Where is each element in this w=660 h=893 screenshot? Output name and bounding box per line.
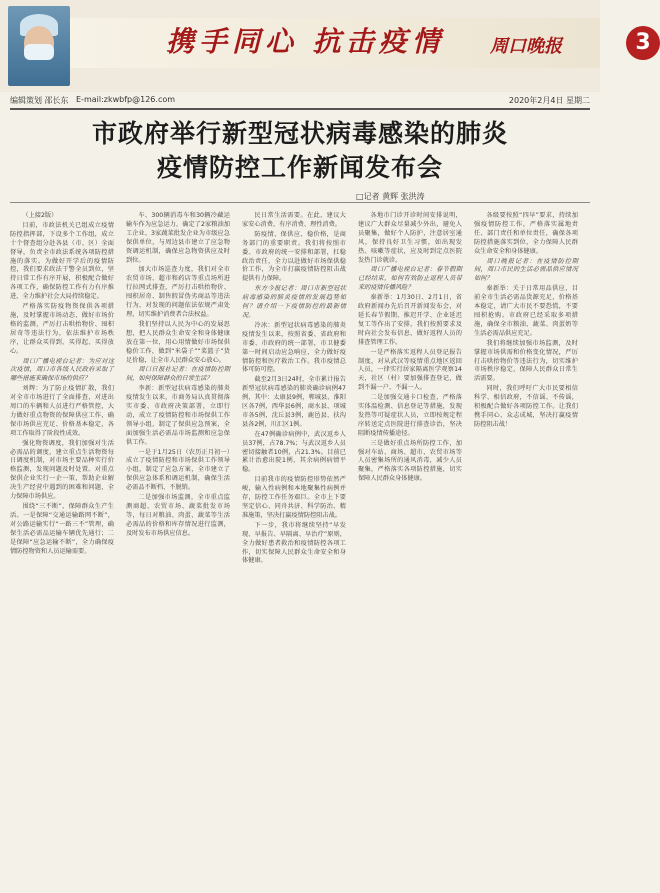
headline-line-2: 疫情防控工作新闻发布会 (156, 153, 443, 182)
header-rule (10, 108, 590, 110)
article-paragraph: 我们将继续加强市场监测，及时掌握市场供需和价格变化情况，严厉打击哄抬物价等违法行为，切实维护市场秩序稳定，保障人民群众日常生活需要。 (474, 339, 578, 383)
article-paragraph: 周口晚报记者：在疫情防控期间，周口市民的生活必需品供应情况如何？ (474, 257, 578, 283)
nurse-photo (8, 6, 70, 86)
editor-label: 编辑策划 邵长东 (10, 96, 69, 105)
article-paragraph: 李新：新型冠状病毒感染的肺炎疫情发生以来，市商务局认真贯彻落实市委、市政府决策部署，立即行动，成立了疫情防控和市场保供工作领导小组，制定了保供应急预案，全面加强生活必需品市场监测和应急保供工作。 (126, 385, 230, 446)
article-paragraph: 东方今报记者：周口市新型冠状病毒感染的肺炎疫情的发展趋势如何？请介绍一下疫情防控的最新情况。 (242, 285, 346, 319)
article-paragraph: 二是加强交通卡口检查，严格落实体温检测、信息登记等措施，发现发热等可疑症状人员，立即按规定程序转送定点医院进行排查诊治，坚决阻断疫情传播途径。 (358, 394, 462, 437)
article-paragraph: 防疫情、保供应、稳价格，是商务部门的重要职责。我们将按照市委、市政府的统一安排和部署，扛稳政治责任，全力以赴做好市场保供稳价工作，为全市打赢疫情防控阻击战提供有力保障。 (242, 230, 346, 283)
article-paragraph: 周口广播电视台记者：为应对这次疫情，周口市各级人民政府采取了哪些措施来确保市场的供应？ (10, 357, 114, 383)
article-paragraph: 目前我市的疫情防控形势依然严峻，输入性病例和本地聚集性病例并存，防控工作任务艰巨。全市上下要坚定信心、同舟共济、科学防治、精准施策，坚决打赢疫情防控阻击战。 (242, 476, 346, 519)
headline-rule (10, 202, 590, 203)
article-paragraph: 三是做好重点场所防控工作，加强对车站、商场、超市、农贸市场等人员密集场所的通风消毒，减少人员聚集，严格落实各项防控措施，切实保障人民群众身体健康。 (358, 439, 462, 483)
article-paragraph: 目前，市政法机关已组成立疫情防控指挥部，下设多个工作组，成立十个督查组分赴各县（市、区）全面督导，负责全市政法系统各项防控措施的落实。为做好开学后的疫情防控，我们要求政法干警全员到位，坚持日常工作有序开展，积极配合做好各项工作，确保防控工作有力有序推进，全力维护社会大局持续稳定。 (10, 221, 114, 301)
headline-line-1: 市政府举行新型冠状病毒感染的肺炎 (91, 119, 508, 148)
article-paragraph: 秦新举：1月30日、2月1日，省政府新闻办先后召开新闻发布会，对延长春节假期、推迟开学、企业延迟复工等作出了安排，我们按照要求及时向社会发布信息，做好返程人员的排查管理工作。 (358, 294, 462, 346)
article-paragraph: 截至2月3日24时，全市累计报告新型冠状病毒感染的肺炎确诊病例47例，其中：太康县9例，郸城县、淮阳区各7例，西华县6例，商水县、项城市各5例，沈丘县3例，鹿邑县、扶沟县各2例，川汇区1例。 (242, 376, 346, 428)
article-paragraph: 一是于1月25日（农历正月初一）成立了疫情防控和市场保供工作领导小组，制定了应急方案，全市建立了保供应急体系和调运机制，确保生活必需品不断档、不脱销。 (126, 448, 230, 492)
article-column-1 (10, 212, 114, 880)
article-paragraph: （上接2版） (22, 212, 58, 219)
meta-bar (10, 94, 590, 108)
article-column-5 (474, 212, 578, 880)
article-paragraph: 车、300辆消毒车和30辆冷藏运输车作为应急运力，确定了2家粮油加工企业、3家蔬菜批发企业为市级应急保供单位，与周边县市建立了应急物资调运机制，确保应急物资供应及时到位。 (126, 212, 230, 264)
article-paragraph: 民日常生活需要。在此，建议大家安心消费、有序消费、理性消费。 (242, 212, 346, 228)
banner (70, 18, 651, 68)
article-column-3 (242, 212, 346, 880)
article-paragraph: 围绕“三不断”，保障群众生产生活。一是保障“交通运输路网不断”，对公路运输实行“一路三不”管理，确保生活必需品运输车辆优先通行；二是保障“应急运输不断”，全力确保疫情防控物资和人员运输需要。 (10, 503, 114, 555)
article-paragraph: 二是加强市场监测，全市重点监测商超、农贸市场、蔬菜批发市场等，每日对粮油、肉蛋、蔬菜等生活必需品的价格和库存情况进行监测，及时发布市场供应信息。 (126, 494, 230, 537)
article-paragraph: 周口日报社记者：在疫情防控期间，如何保障群众的日常生活？ (126, 366, 230, 383)
slogan-text: 携手同心 抗击疫情 (166, 25, 445, 58)
article-paragraph: 一是严格落实返程人员登记报告制度，对从武汉等疫情重点地区返回人员，一律实行居家隔离医学观察14天，社区（村）要加强排查登记，做到不漏一户、不漏一人。 (358, 348, 462, 392)
article-paragraph: 同时，我们呼吁广大市民要相信科学、相信政府，不信谣、不传谣，积极配合做好各项防控工作。让我们携手同心，众志成城，坚决打赢疫情防控阻击战！ (474, 385, 578, 428)
article-paragraph: 各地市门诊开诊时间安排说明，建议广大群众尽量减少外出，避免人员聚集，做好个人防护，注意居室通风，保持良好卫生习惯，如出现发热、咳嗽等症状，应及时到定点医院发热门诊就诊。 (358, 212, 462, 264)
email-text: E-mail:zkwbfp@126.com (76, 95, 176, 104)
issue-date: 2020年2月4日 星期二 (508, 96, 590, 105)
article-paragraph: 秦新举：关于日常用品供应，目前全市生活必需品货源充足，价格基本稳定，请广大市民不要恐慌，不要囤积抢购。市政府已经采取多项措施，确保全市粮油、蔬菜、肉蛋奶等生活必需品供应充足。 (474, 285, 578, 337)
page-number-badge: 3 (626, 26, 660, 60)
newspaper-name: 周口晚报 (490, 36, 562, 57)
article-paragraph: 加大市场巡查力度，我们对全市农贸市场、超市和药店等重点场所进行拉网式排查，严厉打击哄抬物价、囤积居奇、制售假冒伪劣商品等违法行为，对发现的问题依法依规严肃处理，切实维护消费者合法权益。 (126, 266, 230, 318)
article-paragraph: 各级要按照“四早”要求，持续加强疫情防控工作，严格落实属地责任、部门责任和单位责任，确保各项防控措施落实到位，全力保障人民群众生命安全和身体健康。 (474, 212, 578, 255)
article-paragraph: 下一步，我市将继续坚持“早发现、早报告、早隔离、早治疗”原则，全力做好患者救治和疫情防控各项工作，切实保障人民群众生命安全和身体健康。 (242, 521, 346, 565)
article-paragraph: 我们坚持以人民为中心的发展思想，把人民群众生命安全和身体健康放在第一位，用心用情做好市场保供稳价工作，做到“米袋子”“菜篮子”货足价稳，让全市人民群众安心放心。 (126, 320, 230, 364)
article-headline (20, 117, 580, 185)
article-paragraph: 强化物资调度，我们加强对生活必需品的调度，建立重点生活物资每日调度机制，对市场主要品种实行价格监测，发现问题及时处置。对重点保供企业实行一企一策，帮助企业解决生产经营中遇到的困难和问题，全力保障市场供应。 (10, 439, 114, 501)
byline: □记者 黄辉 张洪涛 (356, 192, 425, 201)
article-paragraph: 严格落实防疫物资保供各项措施，及时掌握市场动态，做好市场价格的监测，严厉打击哄抬物价、囤积居奇等违法行为，依法维护市场秩序，让群众买得到、买得起、买得放心。 (10, 303, 114, 355)
article-column-2 (126, 212, 230, 880)
page-header (0, 0, 651, 92)
article-column-4 (358, 212, 462, 880)
article-paragraph: 在47例确诊病例中，武汉返乡人员37例，占78.7%；与武汉返乡人员密切接触者10例，占21.3%。目前已累计治愈出院1例，其余病例病情平稳。 (242, 430, 346, 474)
article-paragraph: 冷冰：新型冠状病毒感染的肺炎疫情发生以来，按照省委、省政府和市委、市政府的统一部署，市卫健委第一时间启动应急响应，全力做好疫情防控和医疗救治工作。我市疫情总体可防可控。 (242, 321, 346, 374)
article-paragraph: 刘辉：为了防止疫情扩散，我们对全市市场进行了全面排查，对进出周口的车辆和人员进行严格管控，大力做好重点物资的保障供应工作，确保市场供应充足、价格基本稳定，各项工作取得了阶段性成效。 (10, 385, 114, 437)
article-paragraph: 周口广播电视台记者：春节假期已经结束，如何有效防止返程人员带来的疫情传播风险？ (358, 266, 462, 292)
